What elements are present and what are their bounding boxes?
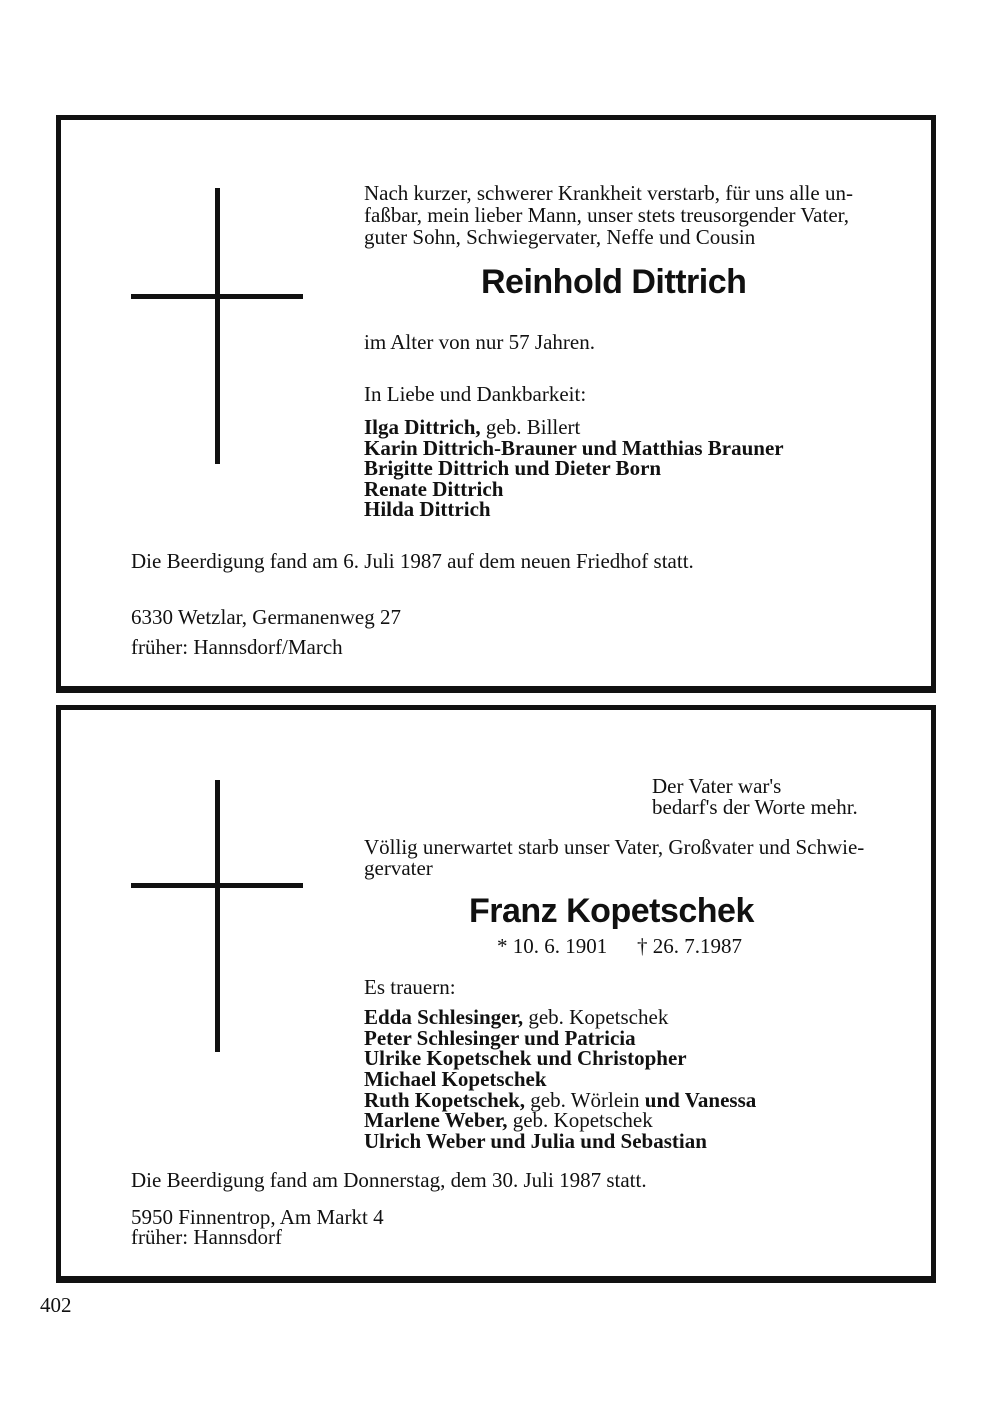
mourner-line: Ulrich Weber und Julia und Sebastian [364, 1129, 707, 1153]
mourner-name: Ruth Kopetschek, [364, 1088, 526, 1112]
quote-line-1: Der Vater war's [652, 774, 782, 798]
mourner-detail: geb. Wörlein [525, 1088, 645, 1112]
mourner-line: Hilda Dittrich [364, 497, 491, 521]
mourner-detail: geb. Kopetschek [523, 1005, 669, 1029]
mourner-line: Brigitte Dittrich und Dieter Born [364, 456, 662, 480]
mourner-line: Michael Kopetschek [364, 1067, 547, 1091]
intro-line-1: Nach kurzer, schwerer Krankheit verstarb, für uns alle un- [364, 181, 853, 205]
mourners-heading: Es trauern: [364, 975, 456, 999]
mourner-name: Marlene Weber, [364, 1108, 508, 1132]
cross-icon-horizontal [131, 883, 303, 888]
death-notice-reinhold-dittrich [56, 115, 936, 693]
birth-date: * 10. 6. 1901 [497, 934, 608, 958]
address-line: 6330 Wetzlar, Germanenweg 27 [131, 605, 401, 629]
death-notice-franz-kopetschek [56, 705, 936, 1283]
mourner-line: Karin Dittrich-Brauner und Matthias Brauner [364, 436, 784, 460]
cross-icon-horizontal [131, 294, 303, 299]
mourner-detail: geb. Billert [480, 415, 581, 439]
mourner-companion: und Vanessa [644, 1088, 757, 1112]
mourner-line: Ulrike Kopetschek und Christopher [364, 1046, 687, 1070]
mourner-detail: geb. Kopetschek [507, 1108, 653, 1132]
funeral-line: Die Beerdigung fand am 6. Juli 1987 auf dem neuen Friedhof statt. [131, 549, 694, 573]
mourner-line: Peter Schlesinger und Patricia [364, 1026, 636, 1050]
mourner-name: Ilga Dittrich, [364, 415, 481, 439]
intro-line-2: faßbar, mein lieber Mann, unser stets treusorgender Vater, [364, 203, 850, 227]
intro-line-3: guter Sohn, Schwiegervater, Neffe und Cousin [364, 225, 756, 249]
age-line: im Alter von nur 57 Jahren. [364, 330, 595, 354]
cross-icon-vertical [215, 188, 220, 464]
intro-line-2: gervater [364, 856, 433, 880]
deceased-name: Franz Kopetschek [469, 892, 754, 930]
mourner-line: Renate Dittrich [364, 477, 504, 501]
address-line: 5950 Finnentrop, Am Markt 4 [131, 1205, 384, 1229]
mourner-line [364, 416, 580, 438]
mourner-line [364, 1109, 653, 1131]
deceased-name: Reinhold Dittrich [481, 263, 747, 301]
mourners-heading: In Liebe und Dankbarkeit: [364, 382, 587, 406]
page-number: 402 [40, 1293, 72, 1317]
death-date: † 26. 7.1987 [637, 934, 742, 958]
quote-line-2: bedarf's der Worte mehr. [652, 795, 858, 819]
intro-line-1: Völlig unerwartet starb unser Vater, Großvater und Schwie- [364, 835, 865, 859]
mourner-line [364, 1006, 668, 1028]
funeral-line: Die Beerdigung fand am Donnerstag, dem 30. Juli 1987 statt. [131, 1168, 647, 1192]
former-residence-line: früher: Hannsdorf/March [131, 635, 343, 659]
cross-icon-vertical [215, 780, 220, 1052]
former-residence-line: früher: Hannsdorf [131, 1225, 283, 1249]
mourner-name: Edda Schlesinger, [364, 1005, 524, 1029]
